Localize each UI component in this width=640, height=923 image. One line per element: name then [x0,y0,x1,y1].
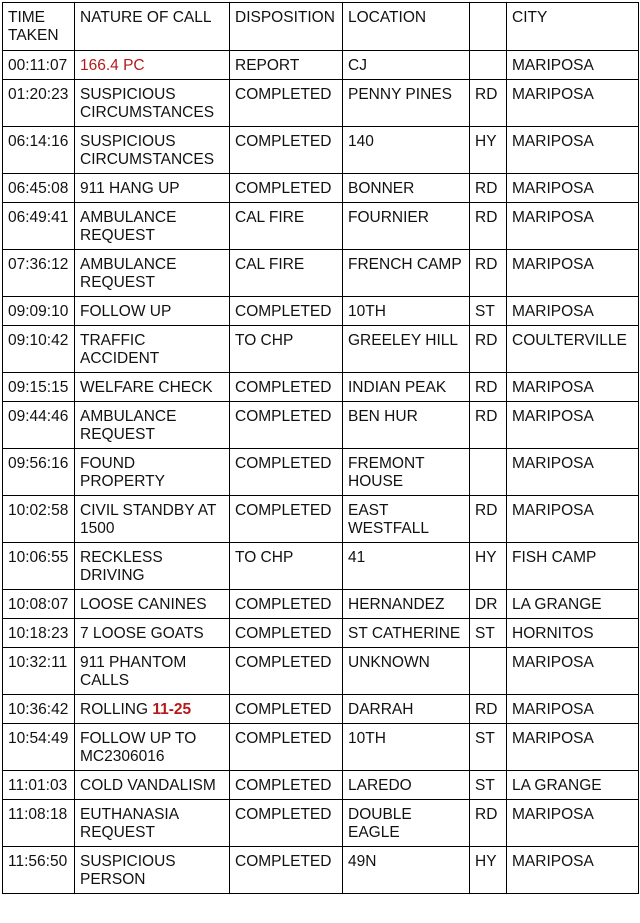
location-cell: UNKNOWN [343,648,470,695]
time-cell: 09:10:42 [3,326,75,373]
table-row [3,695,639,724]
nature-cell [75,695,230,724]
location-cell: FREMONT HOUSE [343,449,470,496]
nature-cell: FOLLOW UP TO MC2306016 [75,724,230,771]
table-row [3,648,639,695]
location-cell: FOURNIER [343,203,470,250]
city-cell: MARIPOSA [507,496,639,543]
city-cell: LA GRANGE [507,771,639,800]
location-cell: FRENCH CAMP [343,250,470,297]
header-nature-of-call: NATURE OF CALL [75,3,230,51]
nature-text: ROLLING [80,701,153,718]
table-row [3,724,639,771]
header-disposition: DISPOSITION [230,3,343,51]
suffix-cell: ST [470,297,507,326]
disposition-cell: COMPLETED [230,297,343,326]
city-cell: MARIPOSA [507,127,639,174]
table-row [3,402,639,449]
location-cell: ST CATHERINE [343,619,470,648]
disposition-cell: REPORT [230,51,343,80]
suffix-cell: ST [470,771,507,800]
city-cell: MARIPOSA [507,724,639,771]
disposition-cell: COMPLETED [230,496,343,543]
header-time-taken: TIME TAKEN [3,3,75,51]
table-row [3,373,639,402]
city-cell: MARIPOSA [507,648,639,695]
location-cell: HERNANDEZ [343,590,470,619]
location-cell: 10TH [343,297,470,326]
suffix-cell: HY [470,543,507,590]
nature-cell: AMBULANCE REQUEST [75,402,230,449]
suffix-cell: RD [470,496,507,543]
suffix-cell [470,51,507,80]
time-cell: 06:45:08 [3,174,75,203]
disposition-cell: CAL FIRE [230,203,343,250]
disposition-cell: COMPLETED [230,847,343,894]
city-cell: MARIPOSA [507,297,639,326]
time-cell: 10:18:23 [3,619,75,648]
nature-cell: 911 HANG UP [75,174,230,203]
nature-cell: CIVIL STANDBY AT 1500 [75,496,230,543]
city-cell: LA GRANGE [507,590,639,619]
city-cell: MARIPOSA [507,174,639,203]
nature-cell: COLD VANDALISM [75,771,230,800]
table-row [3,771,639,800]
nature-highlight: 11-25 [152,701,192,718]
nature-cell: AMBULANCE REQUEST [75,250,230,297]
location-cell: GREELEY HILL [343,326,470,373]
suffix-cell: HY [470,127,507,174]
location-cell: CJ [343,51,470,80]
time-cell: 06:14:16 [3,127,75,174]
time-cell: 00:11:07 [3,51,75,80]
suffix-cell: DR [470,590,507,619]
time-cell: 06:49:41 [3,203,75,250]
time-cell: 09:09:10 [3,297,75,326]
location-cell: EAST WESTFALL [343,496,470,543]
location-cell: 41 [343,543,470,590]
header-location: LOCATION [343,3,470,51]
time-cell: 11:56:50 [3,847,75,894]
location-cell: BONNER [343,174,470,203]
disposition-cell: COMPLETED [230,80,343,127]
nature-cell: 7 LOOSE GOATS [75,619,230,648]
disposition-cell: COMPLETED [230,619,343,648]
location-cell: BEN HUR [343,402,470,449]
city-cell: MARIPOSA [507,402,639,449]
nature-cell: EUTHANASIA REQUEST [75,800,230,847]
table-row [3,250,639,297]
table-row [3,297,639,326]
city-cell: MARIPOSA [507,449,639,496]
disposition-cell: COMPLETED [230,800,343,847]
location-cell: 10TH [343,724,470,771]
table-row [3,847,639,894]
suffix-cell: RD [470,326,507,373]
city-cell: MARIPOSA [507,847,639,894]
nature-cell: SUSPICIOUS PERSON [75,847,230,894]
location-cell: PENNY PINES [343,80,470,127]
location-cell: 49N [343,847,470,894]
time-cell: 09:44:46 [3,402,75,449]
disposition-cell: COMPLETED [230,373,343,402]
header-city: CITY [507,3,639,51]
nature-cell: LOOSE CANINES [75,590,230,619]
nature-cell: SUSPICIOUS CIRCUMSTANCES [75,127,230,174]
table-row [3,496,639,543]
disposition-cell: COMPLETED [230,695,343,724]
nature-cell: FOLLOW UP [75,297,230,326]
city-cell: MARIPOSA [507,51,639,80]
time-cell: 09:15:15 [3,373,75,402]
disposition-cell: COMPLETED [230,402,343,449]
nature-cell: 911 PHANTOM CALLS [75,648,230,695]
city-cell: MARIPOSA [507,250,639,297]
suffix-cell: RD [470,402,507,449]
disposition-cell: COMPLETED [230,724,343,771]
city-cell: MARIPOSA [507,80,639,127]
city-cell: MARIPOSA [507,800,639,847]
time-cell: 10:36:42 [3,695,75,724]
time-cell: 01:20:23 [3,80,75,127]
table-row [3,326,639,373]
header-street-suffix [470,3,507,51]
table-row [3,619,639,648]
time-cell: 10:08:07 [3,590,75,619]
time-cell: 11:08:18 [3,800,75,847]
city-cell: HORNITOS [507,619,639,648]
suffix-cell: RD [470,80,507,127]
table-row [3,51,639,80]
nature-cell: RECKLESS DRIVING [75,543,230,590]
nature-cell: FOUND PROPERTY [75,449,230,496]
disposition-cell: COMPLETED [230,449,343,496]
time-cell: 10:54:49 [3,724,75,771]
suffix-cell: RD [470,174,507,203]
suffix-cell: HY [470,847,507,894]
time-cell: 10:32:11 [3,648,75,695]
suffix-cell: RD [470,203,507,250]
disposition-cell: TO CHP [230,543,343,590]
time-cell: 09:56:16 [3,449,75,496]
table-row [3,80,639,127]
disposition-cell: COMPLETED [230,771,343,800]
suffix-cell: RD [470,250,507,297]
city-cell: FISH CAMP [507,543,639,590]
location-cell: INDIAN PEAK [343,373,470,402]
disposition-cell: CAL FIRE [230,250,343,297]
disposition-cell: TO CHP [230,326,343,373]
disposition-cell: COMPLETED [230,648,343,695]
table-row [3,449,639,496]
suffix-cell [470,648,507,695]
suffix-cell: RD [470,800,507,847]
nature-cell: AMBULANCE REQUEST [75,203,230,250]
suffix-cell [470,449,507,496]
city-cell: MARIPOSA [507,695,639,724]
nature-cell: WELFARE CHECK [75,373,230,402]
location-cell: DOUBLE EAGLE [343,800,470,847]
suffix-cell: RD [470,695,507,724]
time-cell: 07:36:12 [3,250,75,297]
city-cell: COULTERVILLE [507,326,639,373]
table-row [3,543,639,590]
suffix-cell: ST [470,619,507,648]
nature-cell: 166.4 PC [75,51,230,80]
table-row [3,590,639,619]
time-cell: 10:06:55 [3,543,75,590]
nature-cell: TRAFFIC ACCIDENT [75,326,230,373]
table-row [3,800,639,847]
location-cell: DARRAH [343,695,470,724]
time-cell: 10:02:58 [3,496,75,543]
table-row [3,203,639,250]
disposition-cell: COMPLETED [230,174,343,203]
header-row [3,3,639,51]
table-row [3,127,639,174]
suffix-cell: ST [470,724,507,771]
location-cell: LAREDO [343,771,470,800]
call-log-table [2,2,639,894]
disposition-cell: COMPLETED [230,590,343,619]
time-cell: 11:01:03 [3,771,75,800]
table-row [3,174,639,203]
nature-cell: SUSPICIOUS CIRCUMSTANCES [75,80,230,127]
disposition-cell: COMPLETED [230,127,343,174]
suffix-cell: RD [470,373,507,402]
city-cell: MARIPOSA [507,203,639,250]
location-cell: 140 [343,127,470,174]
city-cell: MARIPOSA [507,373,639,402]
